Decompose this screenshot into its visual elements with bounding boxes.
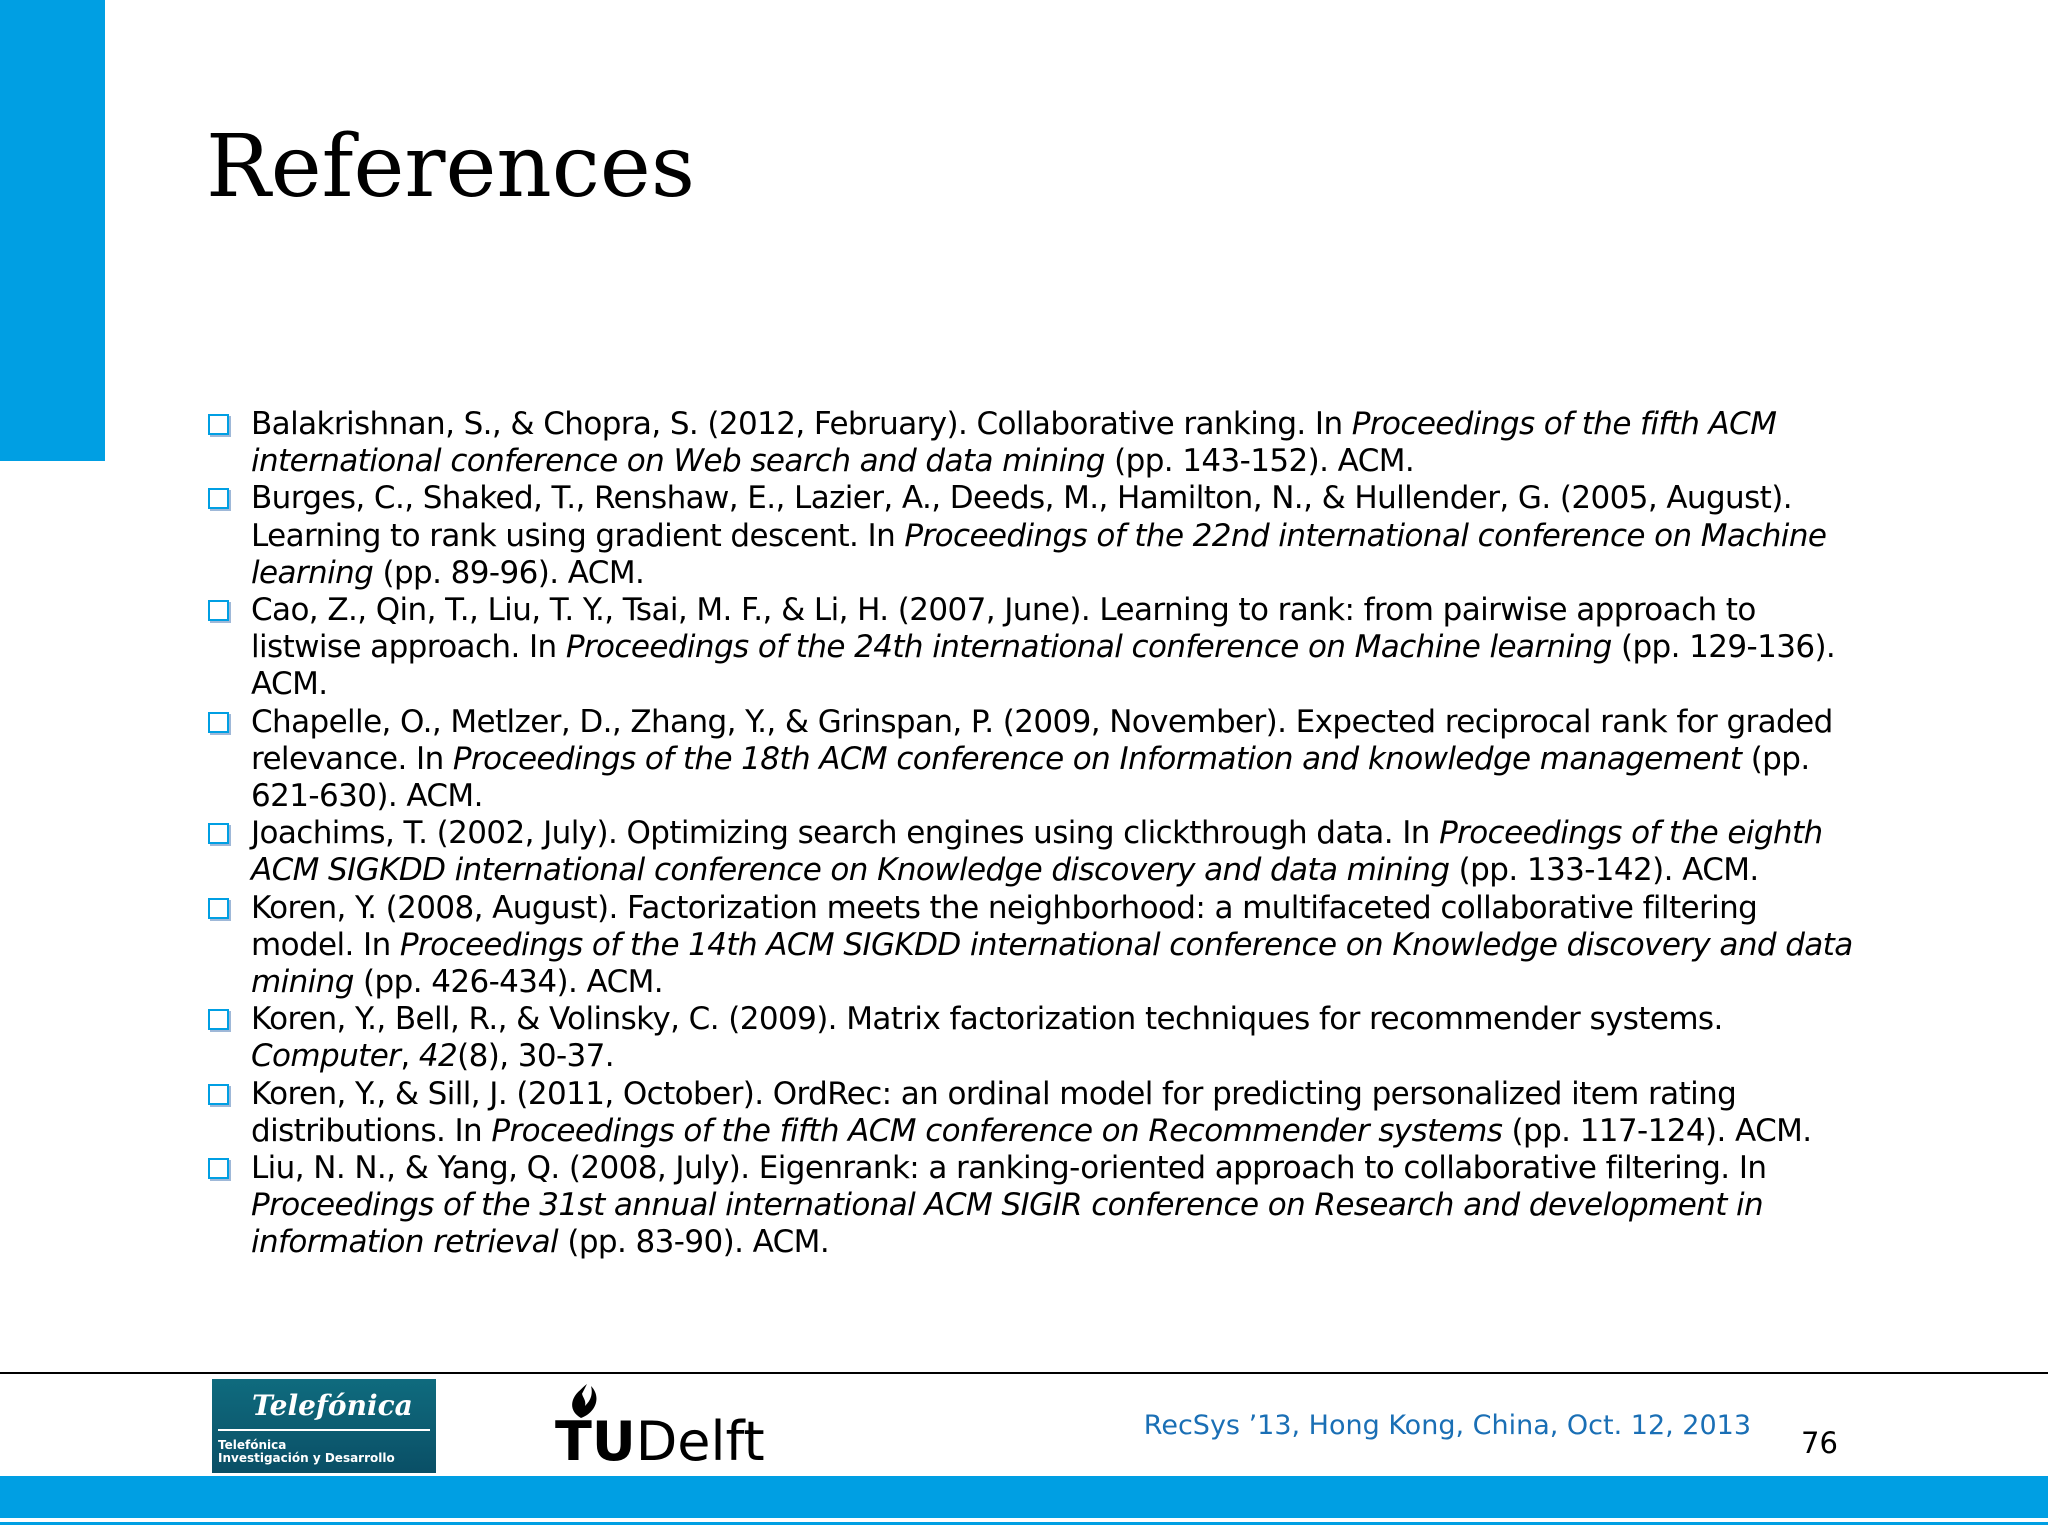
telefonica-sub-line2: Investigación y Desarrollo	[218, 1451, 395, 1465]
list-item	[208, 1150, 1858, 1262]
tudelft-logo	[555, 1380, 765, 1473]
ref-text: Chapelle, O., Metlzer, D., Zhang, Y., & Grinspan, P. (2009, November). Expected reciprocal rank for graded relevance. In	[251, 703, 1833, 777]
ref-venue: Proceedings of the 22nd international conference on Machine learning	[251, 517, 1827, 591]
list-item	[208, 1001, 1858, 1075]
footer-accent-line	[0, 1522, 2048, 1525]
telefonica-sub-line1: Telefónica	[218, 1438, 287, 1452]
footer-caption: RecSys ’13, Hong Kong, China, Oct. 12, 2013	[1143, 1410, 1751, 1441]
ref-text: Burges, C., Shaked, T., Renshaw, E., Lazier, A., Deeds, M., Hamilton, N., & Hullender, G. (2005, August). Learning to rank using gradient descent. In	[251, 480, 1792, 554]
ref-venue: Proceedings of the 24th international conference on Machine learning	[565, 629, 1612, 666]
checkbox-bullet-icon	[208, 1084, 229, 1105]
list-item	[208, 890, 1858, 1002]
page-number: 76	[1801, 1426, 1838, 1460]
ref-venue: Proceedings of the fifth ACM international conference on Web search and data mining	[251, 406, 1777, 480]
ref-text: Liu, N. N., & Yang, Q. (2008, July). Eigenrank: a ranking-oriented approach to collaborative filtering. In	[251, 1150, 1767, 1187]
ref-venue: Computer	[251, 1038, 401, 1075]
ref-volume: 42	[418, 1038, 458, 1075]
telefonica-logo-rule	[218, 1429, 430, 1431]
telefonica-logo	[212, 1379, 436, 1473]
checkbox-bullet-icon	[208, 823, 229, 844]
list-item	[208, 815, 1858, 889]
references-list	[208, 406, 1858, 1262]
list-item	[208, 406, 1858, 480]
ref-venue: Proceedings of the 14th ACM SIGKDD international conference on Knowledge discovery and data mining	[251, 926, 1853, 1001]
ref-pages: (pp. 133-142). ACM.	[1449, 852, 1759, 889]
telefonica-logo-subtitle	[218, 1439, 395, 1465]
tudelft-wordmark	[555, 1412, 765, 1472]
ref-pages: (pp. 89-96). ACM.	[373, 554, 645, 591]
footer-divider	[0, 1372, 2048, 1374]
checkbox-bullet-icon	[208, 488, 229, 509]
ref-pages: (pp. 143-152). ACM.	[1104, 443, 1415, 480]
list-item	[208, 592, 1858, 704]
checkbox-bullet-icon	[208, 1009, 229, 1030]
ref-text: Cao, Z., Qin, T., Liu, T. Y., Tsai, M. F., & Li, H. (2007, June). Learning to rank: from pairwise approach to listwise approach. In	[251, 592, 1756, 666]
ref-pages: (8), 30-37.	[457, 1038, 615, 1075]
ref-pages: (pp. 83-90). ACM.	[558, 1224, 830, 1261]
ref-venue: Proceedings of the fifth ACM conference on Recommender systems	[491, 1112, 1503, 1149]
ref-text: Balakrishnan, S., & Chopra, S. (2012, February). Collaborative ranking. In	[251, 406, 1352, 442]
list-item	[208, 480, 1858, 592]
checkbox-bullet-icon	[208, 1158, 229, 1179]
checkbox-bullet-icon	[208, 600, 229, 621]
ref-pages: (pp. 117-124). ACM.	[1502, 1112, 1812, 1149]
ref-separator: ,	[400, 1038, 419, 1075]
checkbox-bullet-icon	[208, 414, 229, 435]
checkbox-bullet-icon	[208, 898, 229, 919]
ref-venue: Proceedings of the 18th ACM conference on Information and knowledge management	[452, 740, 1742, 777]
ref-venue: Proceedings of the 31st annual international ACM SIGIR conference on Research and development in information retrieval	[251, 1187, 1764, 1261]
list-item	[208, 704, 1858, 816]
checkbox-bullet-icon	[208, 712, 229, 733]
footer-accent-band	[0, 1476, 2048, 1518]
ref-pages: (pp. 129-136). ACM.	[251, 629, 1836, 703]
ref-venue: Proceedings of the eighth ACM SIGKDD international conference on Knowledge discovery and data mining	[251, 815, 1823, 889]
ref-text: Koren, Y., & Sill, J. (2011, October). OrdRec: an ordinal model for predicting personalized item rating distributions. In	[251, 1075, 1737, 1149]
tudelft-delft: Delft	[635, 1410, 765, 1473]
tudelft-tu: TU	[555, 1410, 636, 1473]
ref-pages: (pp. 426-434). ACM.	[353, 964, 664, 1001]
ref-text: Joachims, T. (2002, July). Optimizing search engines using clickthrough data. In	[251, 815, 1440, 852]
accent-sidebar-bar	[0, 0, 105, 461]
ref-text: Koren, Y. (2008, August). Factorization meets the neighborhood: a multifaceted collaborative filtering model. In	[251, 889, 1758, 963]
ref-text: Koren, Y., Bell, R., & Volinsky, C. (2009). Matrix factorization techniques for recommender systems.	[251, 1001, 1723, 1038]
list-item	[208, 1076, 1858, 1150]
slide-title: References	[206, 117, 695, 217]
telefonica-logo-word: Telefónica	[252, 1389, 413, 1422]
ref-pages: (pp. 621-630). ACM.	[251, 740, 1810, 815]
